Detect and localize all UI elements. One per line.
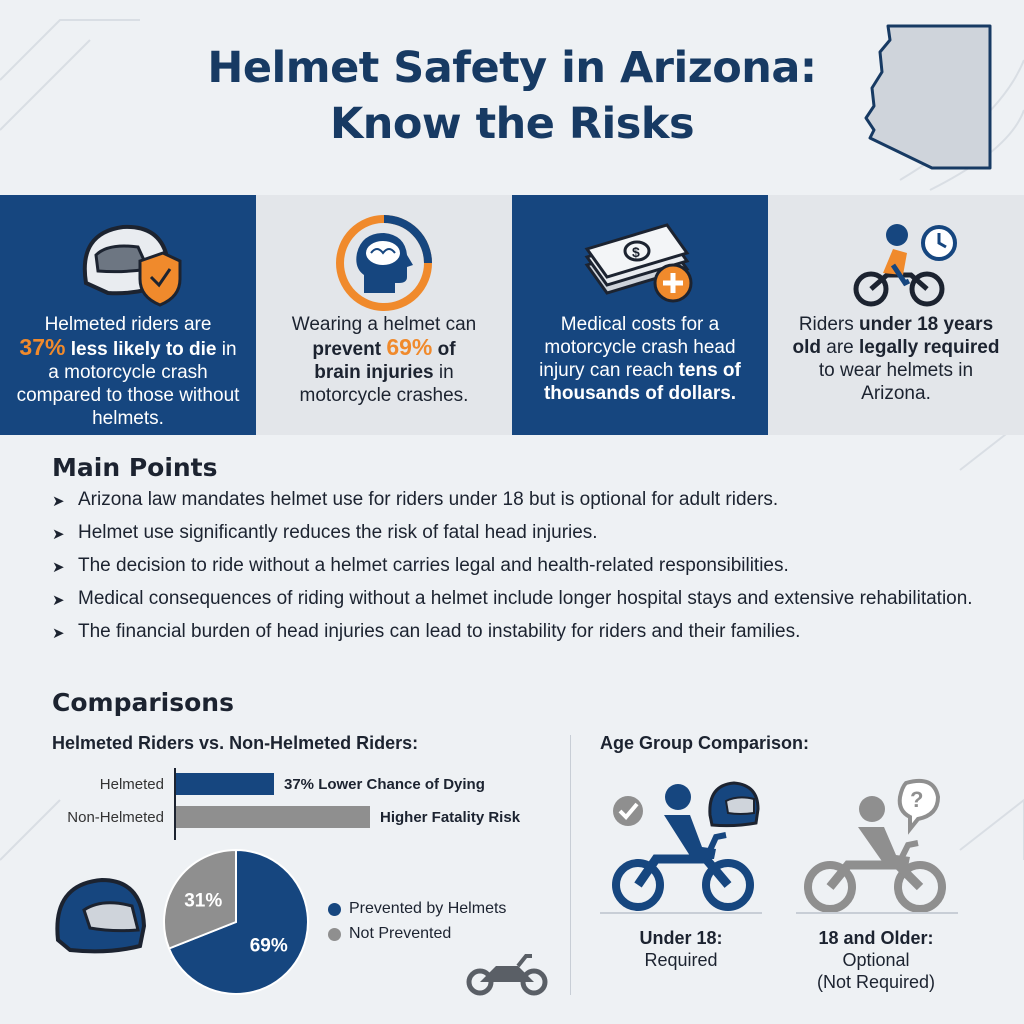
comparisons-heading: Comparisons [52,688,234,717]
list-item: ➤ The decision to ride without a helmet carries legal and health-related responsibilities. [52,555,789,576]
stat-3-pre: Medical costs for a motorcycle crash head injury can reach [539,314,736,381]
stat-text-mortality [14,313,242,430]
point-text: The decision to ride without a helmet carries legal and health-related responsibilities. [78,555,789,576]
brain-head-icon [329,213,439,313]
stat-panel-mortality [0,195,256,435]
list-item: ➤ Arizona law mandates helmet use for riders under 18 but is optional for adult riders. [52,489,779,510]
svg-text:$: $ [632,244,640,260]
stat-2-strong1: prevent [312,339,382,360]
stat-1-pre: Helmeted riders are [44,314,212,335]
age-comparison-title: Age Group Comparison: [600,733,810,753]
point-text: The financial burden of head injuries can lead to instability for riders and their families. [78,621,801,642]
stat-1-strong: less likely to die [70,339,217,360]
age-adult-label: 18 and Older: [818,928,934,948]
bar-note-non-helmeted: Higher Fatality Risk [380,809,521,826]
title-line-1: Helmet Safety in Arizona: [207,43,817,93]
age-adult-status: Optional [842,950,910,970]
stat-4-pre: Riders [798,314,854,335]
stat-2-strong2: of [437,339,456,360]
rider-helmeted-icon [606,775,766,915]
helmet-shield-icon [68,213,188,313]
ground-line-right [796,912,958,914]
pie-chart [162,848,310,996]
legend-not-prevented [328,925,451,943]
point-text: Helmet use significantly reduces the risk of fatal head injuries. [78,522,598,543]
stat-4-strong1: under 18 years old [792,314,994,358]
age-caption-under-18 [598,927,764,971]
stat-text-costs [526,313,754,405]
list-item: ➤ The financial burden of head injuries can lead to instability for riders and their families. [52,621,801,642]
legend-prevented [328,900,506,918]
pie-label-prevented: 69% [249,935,288,957]
bar-label-helmeted: Helmeted [99,776,164,793]
bar-helmeted [176,773,274,795]
rider-optional-icon [802,775,962,915]
main-points-list [52,488,1002,653]
stats-band [0,195,1024,435]
comparison-divider [570,735,571,995]
stat-text-brain [270,313,498,407]
age-caption-18-and-older [790,927,962,993]
stat-4-strong2: legally required [859,337,1000,358]
money-medical-icon [575,213,705,313]
stat-4-mid: are [826,337,854,358]
main-points-heading: Main Points [52,453,218,482]
stat-panel-law [768,195,1024,435]
stat-2-strong3: brain injuries [314,362,434,383]
list-item: ➤ Medical consequences of riding without a helmet include longer hospital stays and extensive rehabilitation. [52,588,973,609]
stat-text-law [782,313,1010,405]
stat-2-rest: in motorcycle crashes. [299,362,469,406]
stat-1-rest: in a motorcycle crash compared to those without helmets. [16,339,240,429]
age-under-18-label: Under 18: [639,928,723,948]
point-text: Medical consequences of riding without a helmet include longer hospital stays and extensive rehabilitation. [78,588,973,609]
stat-2-percent: 69% [386,334,433,360]
list-item: ➤ Helmet use significantly reduces the risk of fatal head injuries. [52,522,598,543]
legend-dot-prevented [328,903,341,916]
stat-panel-costs [512,195,768,435]
legend-dot-not-prevented [328,928,341,941]
pie-label-not-prevented: 31% [184,890,223,912]
stat-4-rest: to wear helmets in Arizona. [818,360,974,404]
legend-label-prevented: Prevented by Helmets [349,900,507,917]
age-under-18-status: Required [644,950,718,970]
stat-1-percent: 37% [19,334,66,360]
rider-clock-icon [831,213,961,313]
title-line-2: Know the Risks [329,99,695,149]
stat-2-pre: Wearing a helmet can [291,314,477,335]
bar-non-helmeted [176,806,370,828]
bar-label-non-helmeted: Non-Helmeted [67,809,164,826]
legend-label-not-prevented: Not Prevented [349,925,452,942]
svg-text:?: ? [910,787,924,812]
stat-3-strong: tens of thousands of dollars. [543,360,741,404]
stat-panel-brain [256,195,512,435]
bar-note-helmeted: 37% Lower Chance of Dying [284,776,485,793]
point-text: Arizona law mandates helmet use for riders under 18 but is optional for adult riders. [78,489,779,510]
ground-line-left [600,912,762,914]
helmet-icon [50,870,150,960]
motorcycle-icon [462,948,552,998]
arizona-map-icon [860,22,1000,172]
age-adult-note: (Not Required) [816,972,936,992]
bar-comparison-title: Helmeted Riders vs. Non-Helmeted Riders: [52,733,419,753]
